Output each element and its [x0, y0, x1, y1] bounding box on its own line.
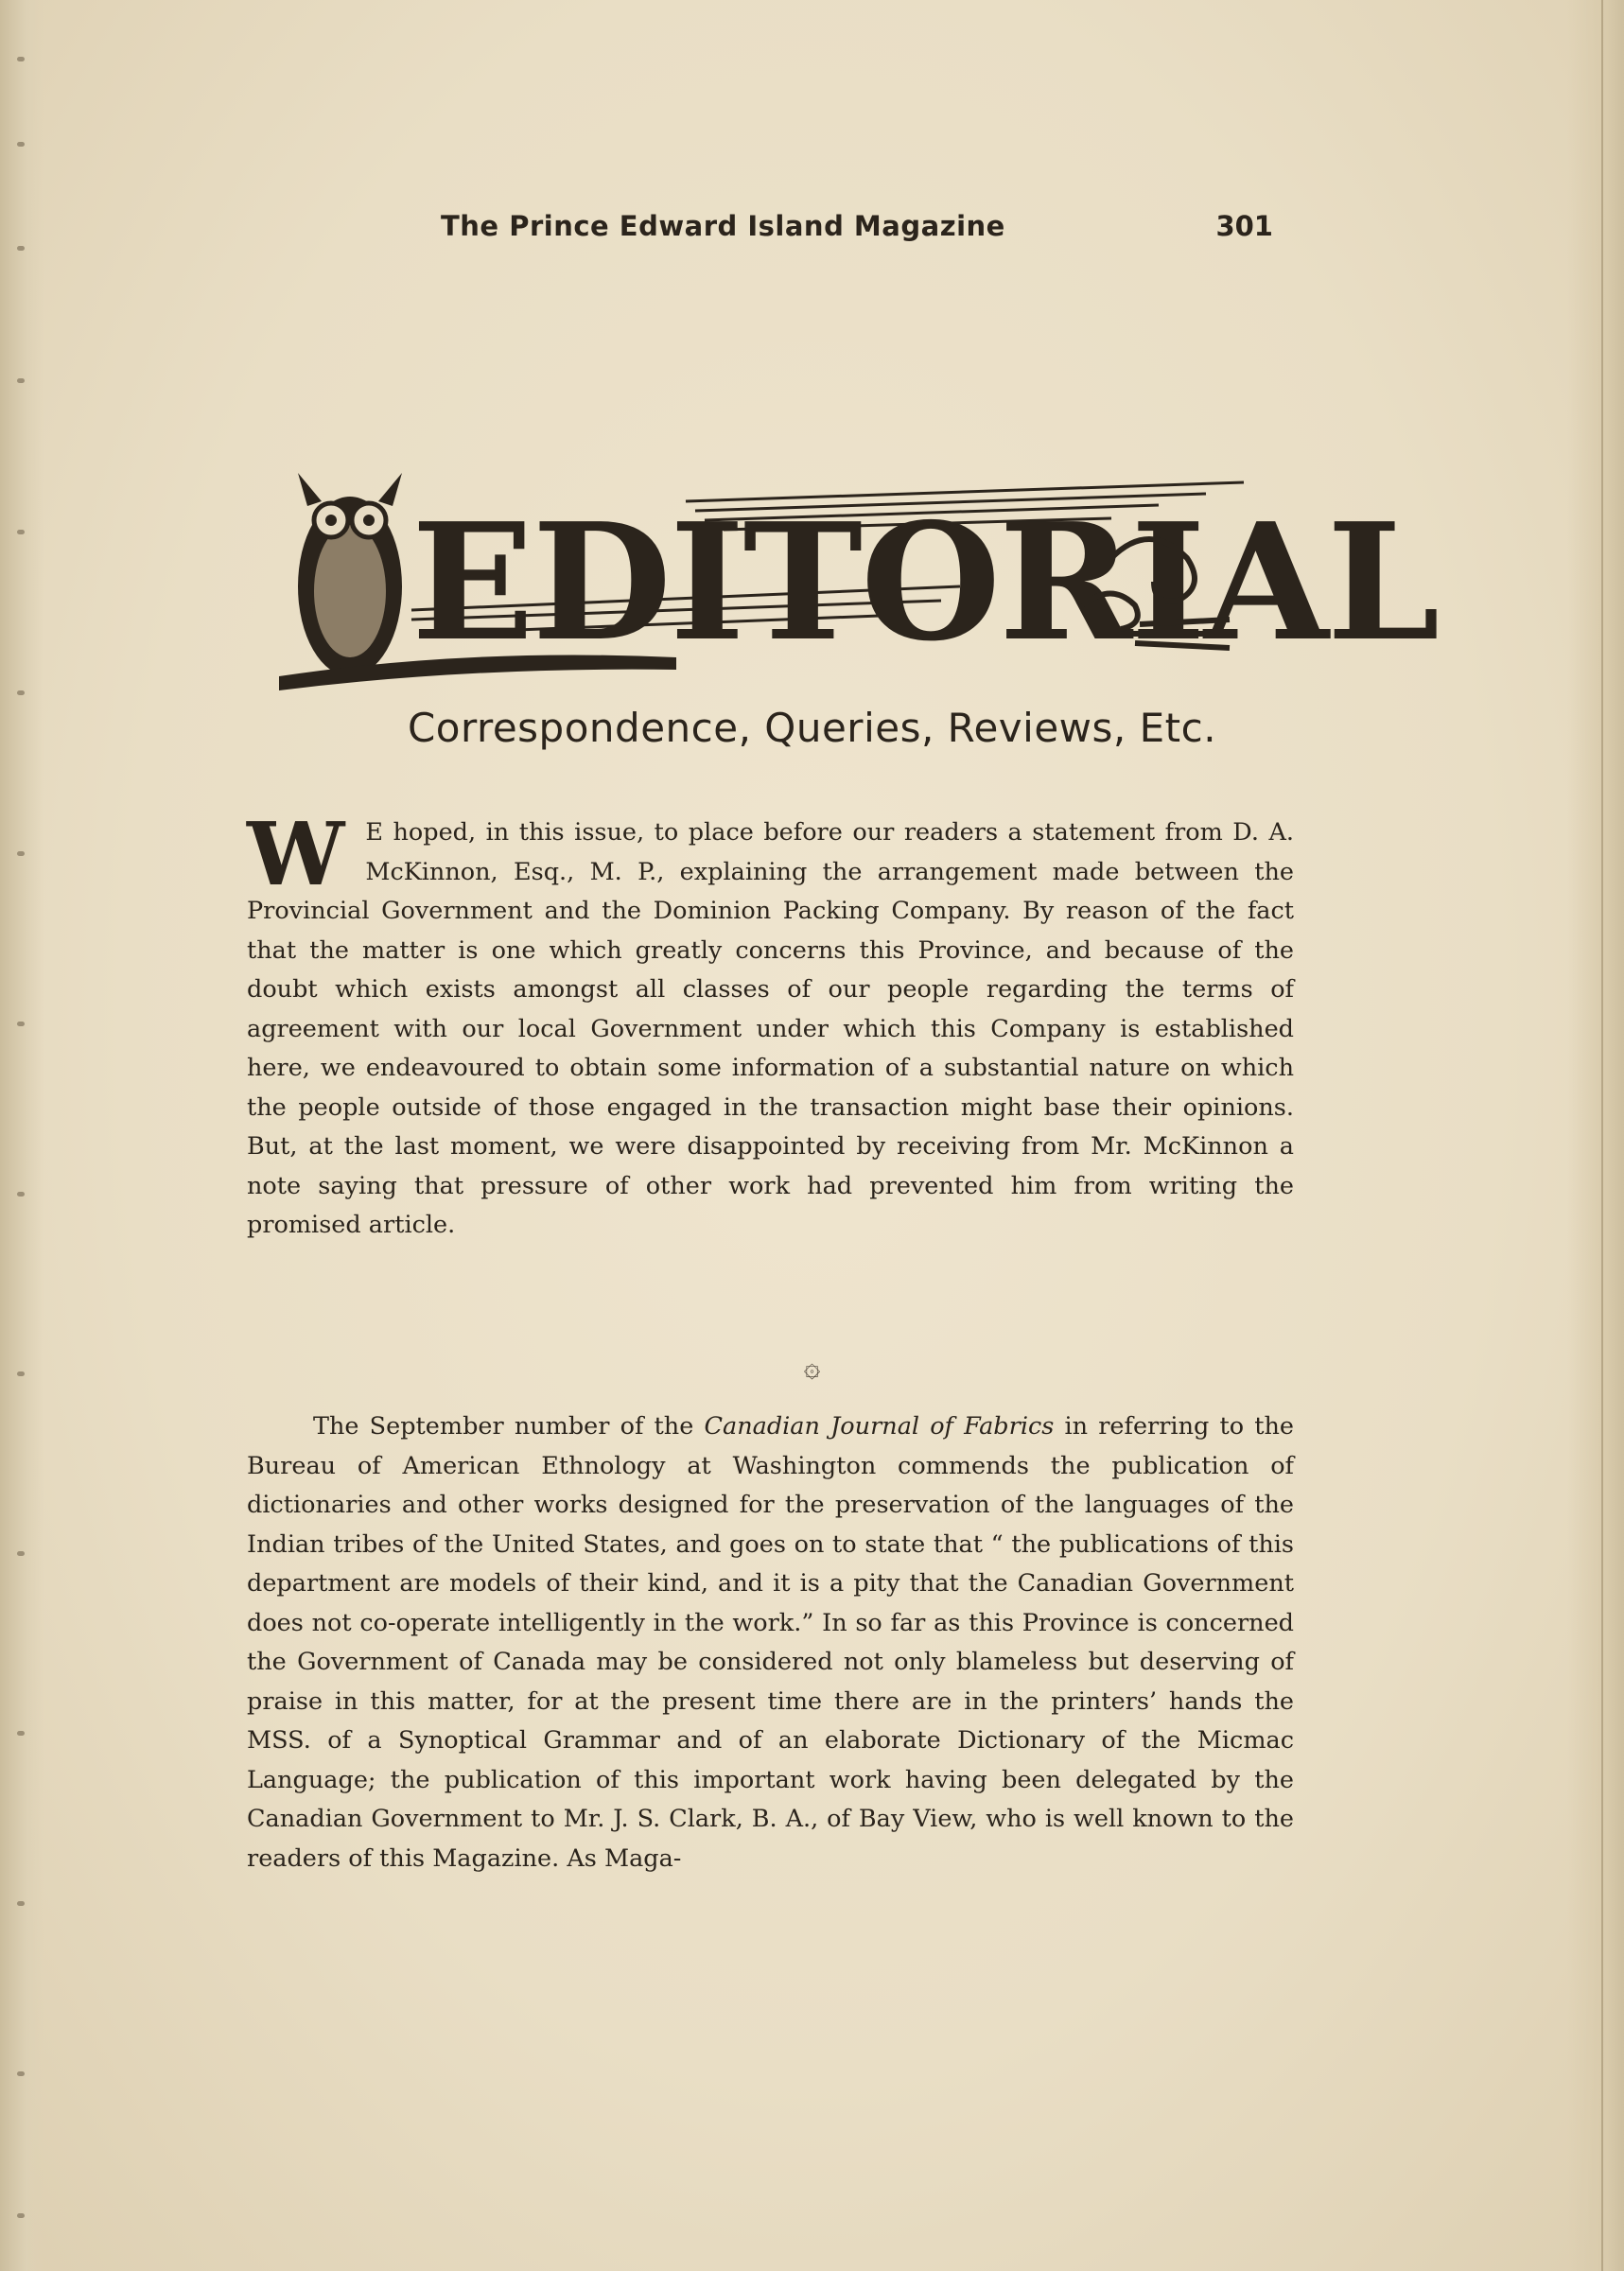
section-separator-icon: ۞ — [803, 1351, 821, 1384]
journal-title: Canadian Journal of Fabrics — [704, 1412, 1055, 1441]
binding-hole — [17, 2071, 25, 2076]
section-subtitle: Correspondence, Queries, Reviews, Etc. — [407, 705, 1217, 751]
binding-hole — [17, 1551, 25, 1556]
binding-hole — [17, 1901, 25, 1906]
binding-hole — [17, 142, 25, 147]
binding-hole — [17, 246, 25, 251]
binding-hole — [17, 1731, 25, 1736]
page-edge — [1567, 0, 1624, 2271]
binding-hole — [17, 378, 25, 383]
binding-hole — [17, 57, 25, 61]
binding-hole — [17, 851, 25, 856]
binding-hole — [17, 690, 25, 695]
binding-hole — [17, 1022, 25, 1026]
running-head — [441, 210, 1273, 257]
paragraph-1 — [247, 803, 1294, 1246]
binding-hole — [17, 1192, 25, 1197]
paragraph-1-text: hoped, in this issue, to place before our readers a statement from D. A. McKinnon, Esq., M. P., explaining the arrangement made between the Provincial Government and the Dominion Packing Company. By reason of the fact that the matter is one which greatly concerns this Province, and because of the doubt which exists amongst all classes of our people regarding the terms of agreement with our local Government under which this Company is established here, we endeavoured to obtain some information of a substantial nature on which the people outside of those engaged in the transaction might base their opinions. But, at the last moment, we were disappointed by receiving from Mr. McKinnon a note saying that pressure of other work had prevented him from writing the promised article. — [247, 818, 1294, 1239]
drop-cap: W — [247, 803, 345, 905]
binding-edge — [0, 0, 44, 2271]
banner-text: EDITORIAL — [411, 488, 1439, 677]
paragraph-2 — [247, 1407, 1294, 1878]
page-number: 301 — [1215, 210, 1273, 242]
paragraph-2-text-start: The September number of the — [313, 1412, 705, 1441]
running-title: The Prince Edward Island Magazine — [441, 210, 1005, 242]
owl-icon — [298, 473, 402, 676]
binding-hole — [17, 2213, 25, 2218]
lead-letter: E — [365, 818, 383, 847]
editorial-banner — [279, 445, 1439, 690]
binding-hole — [17, 530, 25, 534]
paragraph-2-text-rest: in referring to the Bureau of American Ethnology at Washington commends the publication of dictionaries and other works designed for the preservation of the languages of the Indian tribes of the United States, and goes on to state that “ the publications of this department are models of their kind, and it is a pity that the Canadian Government does not co-operate intelligently in the work.” In so far as this Province is concerned the Government of Canada may be considered not only blameless but deserving of praise in this matter, for at the present time there are in the printers’ hands the MSS. of a Synoptical Grammar and of an elaborate Dictionary of the Micmac Language; the publication of this important work having been delegated by the Canadian Government to Mr. J. S. Clark, B. A., of Bay View, who is well known to the readers of this Magazine. As Maga- — [247, 1412, 1294, 1873]
